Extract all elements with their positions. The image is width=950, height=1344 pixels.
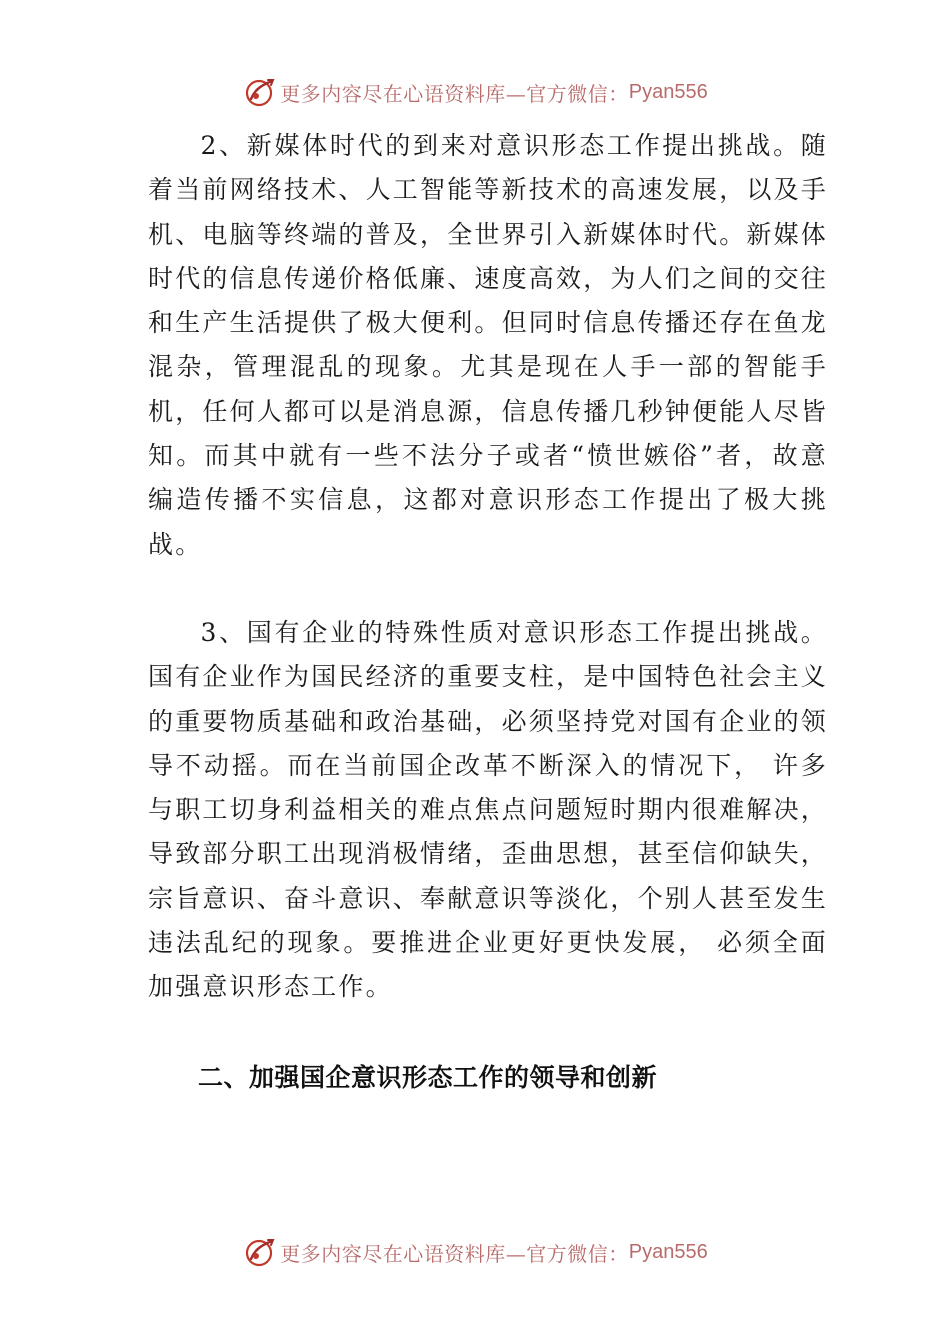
- footer-banner-text: 更多内容尽在心语资料库—官方微信：: [280, 1241, 629, 1266]
- header-watermark-banner: [0, 72, 950, 112]
- footer-watermark-banner: [0, 1232, 950, 1272]
- brand-logo-icon: [242, 1235, 276, 1269]
- header-banner-text: 更多内容尽在心语资料库—官方微信：: [280, 81, 629, 106]
- footer-banner-wechat-id: Pyan556: [628, 1240, 708, 1263]
- header-banner-wechat-id: Pyan556: [628, 80, 708, 103]
- section-heading: 二、加强国企意识形态工作的领导和创新: [198, 1063, 658, 1092]
- paragraph-new-media-challenge: 2、新媒体时代的到来对意识形态工作提出挑战。随着当前网络技术、人工智能等新技术的高速发展，以及手机、电脑等终端的普及，全世界引入新媒体时代。新媒体时代的信息传递价格低廉、速度高效，为人们之间的交往和生产生活提供了极大便利。但同时信息传播还存在鱼龙混杂，管理混乱的现象。尤其是现在人手一部的智能手机，任何人都可以是消息源，信息传播几秒钟便能人尽皆知。而其中就有一些不法分子或者“愤世嫉俗”者，故意编造传播不实信息，这都对意识形态工作提出了极大挑战。: [148, 131, 829, 559]
- brand-logo-icon: [242, 75, 276, 109]
- paragraph-soe-nature-challenge: 3、国有企业的特殊性质对意识形态工作提出挑战。国有企业作为国民经济的重要支柱，是中国特色社会主义的重要物质基础和政治基础，必须坚持党对国有企业的领导不动摇。而在当前国企改革不断深入的情况下， 许多与职工切身利益相关的难点焦点问题短时期内很难解决，导致部分职工出现消极情绪，歪曲思想，甚至信仰缺失，宗旨意识、奋斗意识、奉献意识等淡化，个别人甚至发生违法乱纪的现象。要推进企业更好更快发展， 必须全面加强意识形态工作。: [148, 618, 829, 1002]
